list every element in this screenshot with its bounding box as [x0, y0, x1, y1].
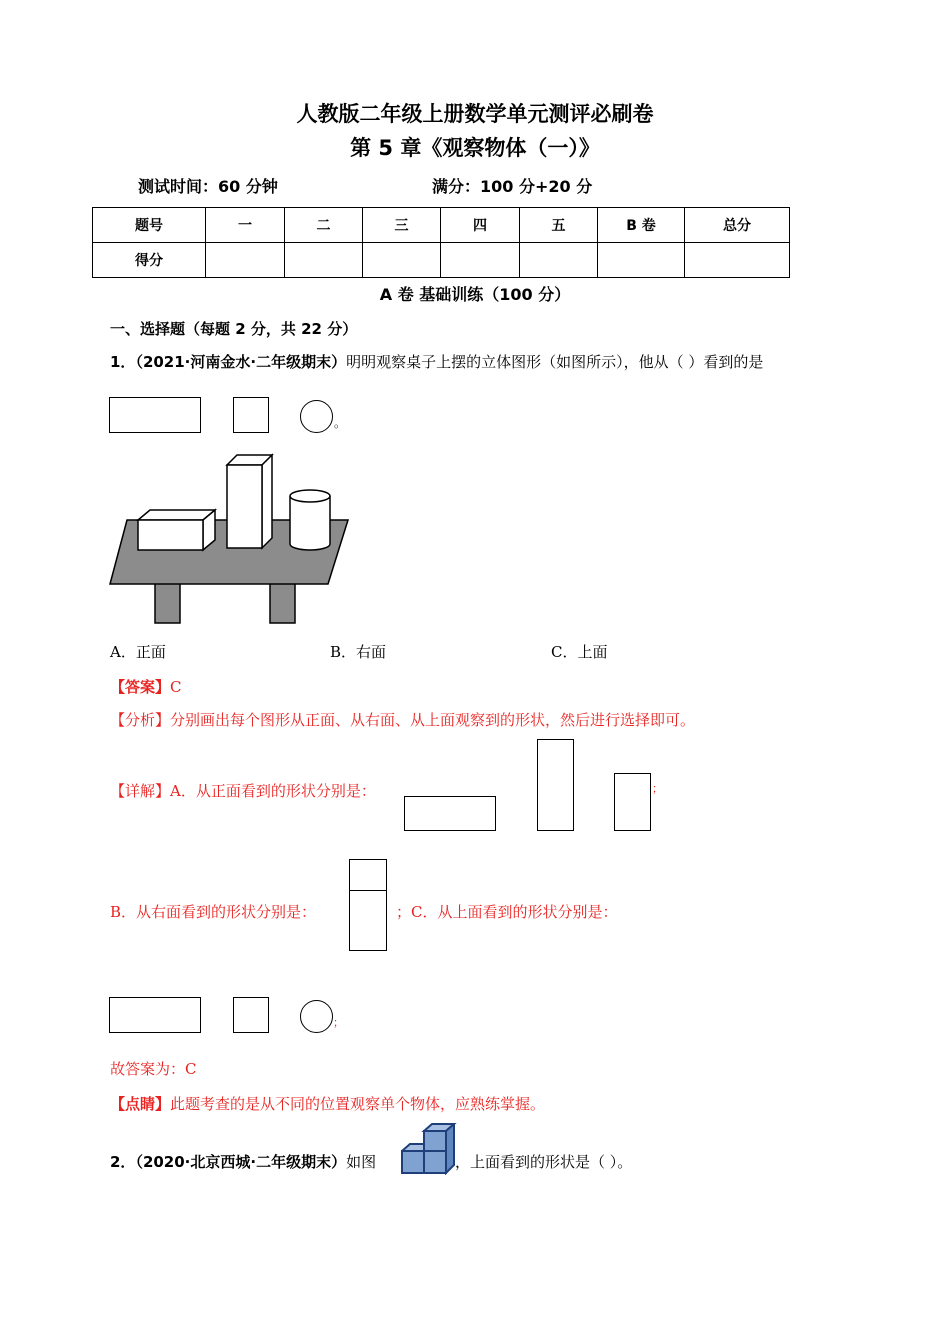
q1-text: 明明观察桌子上摆的立体图形（如图所示），他从（ ）看到的是: [346, 353, 764, 371]
detail-a-semicolon: ；: [652, 782, 663, 795]
top-view-semicolon: ；: [333, 1016, 344, 1029]
detail-a-text: A．从正面看到的形状分别是：: [170, 782, 376, 800]
q2-text-before: 如图: [346, 1153, 377, 1171]
score-cell: [520, 243, 598, 278]
top-view-square: [233, 997, 269, 1033]
q1-number: 1．: [110, 353, 136, 371]
question-2: [110, 1151, 376, 1172]
q1-period: 。: [334, 416, 347, 430]
score-table: [92, 207, 790, 278]
q1-conclusion: 故答案为：C: [110, 1060, 197, 1078]
part1-title: 一、选择题（每题 2 分，共 22 分）: [110, 320, 358, 338]
detail-c-text: C．从上面看到的形状分别是：: [411, 903, 618, 921]
score-table-score-row: [93, 243, 790, 278]
score-header-cell: 总分: [685, 208, 790, 243]
score-header-cell: 一: [206, 208, 285, 243]
score-cell: [441, 243, 520, 278]
top-view-rectangle: [109, 997, 201, 1033]
score-header-cell: 五: [520, 208, 598, 243]
cylinder-top: [290, 490, 330, 502]
score-table-header-row: [93, 208, 790, 243]
q2-number: 2．: [110, 1153, 136, 1171]
table-leg-right: [270, 580, 295, 623]
option-c: C．上面: [551, 643, 608, 661]
circle-shape: [300, 400, 333, 433]
cube-stack-figure: [401, 1123, 457, 1175]
score-cell: [685, 243, 790, 278]
chapter-title: 第 5 章《观察物体（一）》: [350, 136, 600, 160]
score-cell: [363, 243, 441, 278]
detail-b-semicolon: ；: [396, 903, 412, 921]
rectangle-shape: [109, 397, 201, 433]
tall-prism-front: [227, 465, 262, 548]
point-text: 此题考查的是从不同的位置观察单个物体，应熟练掌握。: [170, 1095, 546, 1113]
answer-tag: 【答案】: [110, 678, 171, 696]
test-time: 测试时间：60 分钟: [138, 177, 278, 196]
question-1: [110, 351, 763, 372]
cuboid-top: [138, 510, 215, 520]
front-view-tall-rectangle: [537, 739, 574, 831]
q2-text-after: ，上面看到的形状是（ ）。: [455, 1153, 633, 1171]
q1-point: [110, 1093, 545, 1114]
option-b: B．右面: [330, 643, 387, 661]
q1-detail-c: [396, 901, 618, 922]
score-row-label: 得分: [93, 243, 206, 278]
score-cell: [285, 243, 363, 278]
point-tag: 【点睛】: [110, 1095, 171, 1113]
answer-value: C: [170, 678, 182, 696]
full-score: 满分：100 分+20 分: [432, 177, 593, 196]
score-header-cell: 三: [363, 208, 441, 243]
score-header-cell: 二: [285, 208, 363, 243]
cuboid-front: [138, 520, 203, 550]
analysis-tag: 【分析】: [110, 711, 171, 729]
q1-detail-b: B．从右面看到的形状分别是：: [110, 903, 317, 921]
score-cell: [206, 243, 285, 278]
top-view-circle: [300, 1000, 333, 1033]
right-view-rectangle: [349, 890, 387, 951]
square-shape: [233, 397, 269, 433]
front-view-rectangle: [404, 796, 496, 831]
q1-source: （2021·河南金水·二年级期末）: [135, 353, 347, 371]
right-view-square: [349, 859, 387, 892]
q2-source: （2020·北京西城·二年级期末）: [135, 1153, 347, 1171]
table-leg-left: [155, 580, 180, 623]
detail-tag: 【详解】: [110, 782, 171, 800]
front-view-cylinder-rectangle: [614, 773, 651, 831]
cylinder-body: [290, 496, 330, 550]
table-with-solids-figure: [105, 450, 355, 630]
score-header-cell: B 卷: [598, 208, 685, 243]
q1-detail-a: [110, 780, 376, 801]
page-title: 人教版二年级上册数学单元测评必刷卷: [296, 102, 654, 126]
q1-answer: [110, 676, 182, 697]
tall-prism-side: [262, 455, 272, 548]
score-cell: [598, 243, 685, 278]
section-a-title: A 卷 基础训练（100 分）: [379, 285, 571, 304]
option-a: A．正面: [110, 643, 166, 661]
score-header-cell: 四: [441, 208, 520, 243]
analysis-text: 分别画出每个图形从正面、从右面、从上面观察到的形状，然后进行选择即可。: [170, 711, 696, 729]
q1-analysis: [110, 709, 695, 730]
score-header-cell: 题号: [93, 208, 206, 243]
